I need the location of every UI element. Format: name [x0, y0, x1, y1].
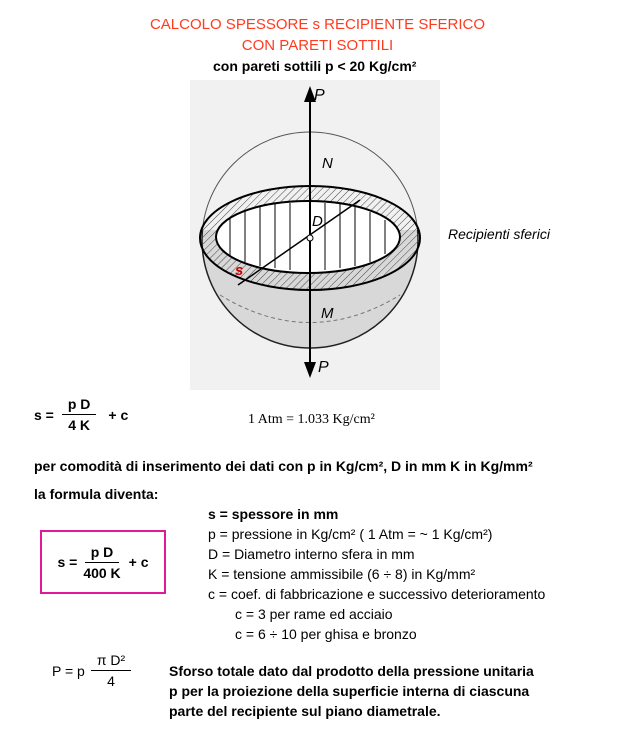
force-note-line1: Sforso totale dato dal prodotto della pressione unitaria — [169, 663, 534, 679]
page-title-line2: CON PARETI SOTTILI — [241, 37, 394, 54]
formula3-denominator: 4 — [107, 673, 115, 689]
diagram-caption: Recipienti sferici — [448, 226, 550, 242]
formula-thin-wall — [34, 396, 128, 433]
formula3-numerator: π D² — [91, 652, 131, 671]
formula1-numerator: p D — [62, 396, 97, 415]
force-note-line2: p per la proiezione della superficie interna di ciascuna — [169, 683, 530, 699]
formula3-fraction — [91, 652, 131, 689]
formula1-lhs: s = — [34, 406, 54, 423]
legend-s: s = spessore in mm — [208, 506, 339, 522]
legend-p: p = pressione in Kg/cm² ( 1 Atm = ~ 1 Kg/cm²) — [208, 526, 493, 542]
sphere-diagram — [190, 80, 440, 390]
formula2-tail: + c — [128, 554, 149, 570]
legend-c: c = coef. di fabbricazione e successivo deterioramento — [208, 586, 546, 602]
formula2-fraction — [83, 544, 120, 581]
formula-practical-box — [40, 530, 166, 594]
label-m: M — [321, 305, 334, 322]
label-s: s — [235, 262, 244, 279]
atm-note: 1 Atm = 1.033 Kg/cm² — [248, 412, 375, 427]
formula1-tail: + c — [108, 406, 129, 423]
force-note-line3: parte del recipiente sul piano diametrale. — [169, 703, 441, 719]
formula-total-force — [52, 652, 131, 689]
label-p-top: P — [314, 87, 325, 104]
formula3-lhs: P = p — [52, 662, 85, 679]
legend-k: K = tensione ammissibile (6 ÷ 8) in Kg/mm² — [208, 566, 476, 582]
units-note: per comodità di inserimento dei dati con p in Kg/cm², D in mm K in Kg/mm² — [34, 458, 533, 474]
subtitle: con pareti sottili p < 20 Kg/cm² — [213, 58, 417, 74]
label-p-bottom: P — [318, 359, 329, 376]
legend-d: D = Diametro interno sfera in mm — [208, 546, 415, 562]
formula2-lhs: s = — [57, 554, 78, 570]
formula-intro: la formula diventa: — [34, 486, 159, 502]
formula1-denominator: 4 K — [68, 417, 91, 433]
page-title-line1: CALCOLO SPESSORE s RECIPIENTE SFERICO — [149, 16, 486, 33]
label-n: N — [322, 155, 333, 172]
label-d: D — [312, 213, 323, 230]
formula1-fraction — [62, 396, 97, 433]
legend-c-iron: c = 6 ÷ 10 per ghisa e bronzo — [235, 626, 417, 642]
legend-c-copper: c = 3 per rame ed acciaio — [235, 606, 393, 622]
formula2-numerator: p D — [85, 544, 120, 563]
formula2-denominator: 400 K — [83, 564, 121, 581]
